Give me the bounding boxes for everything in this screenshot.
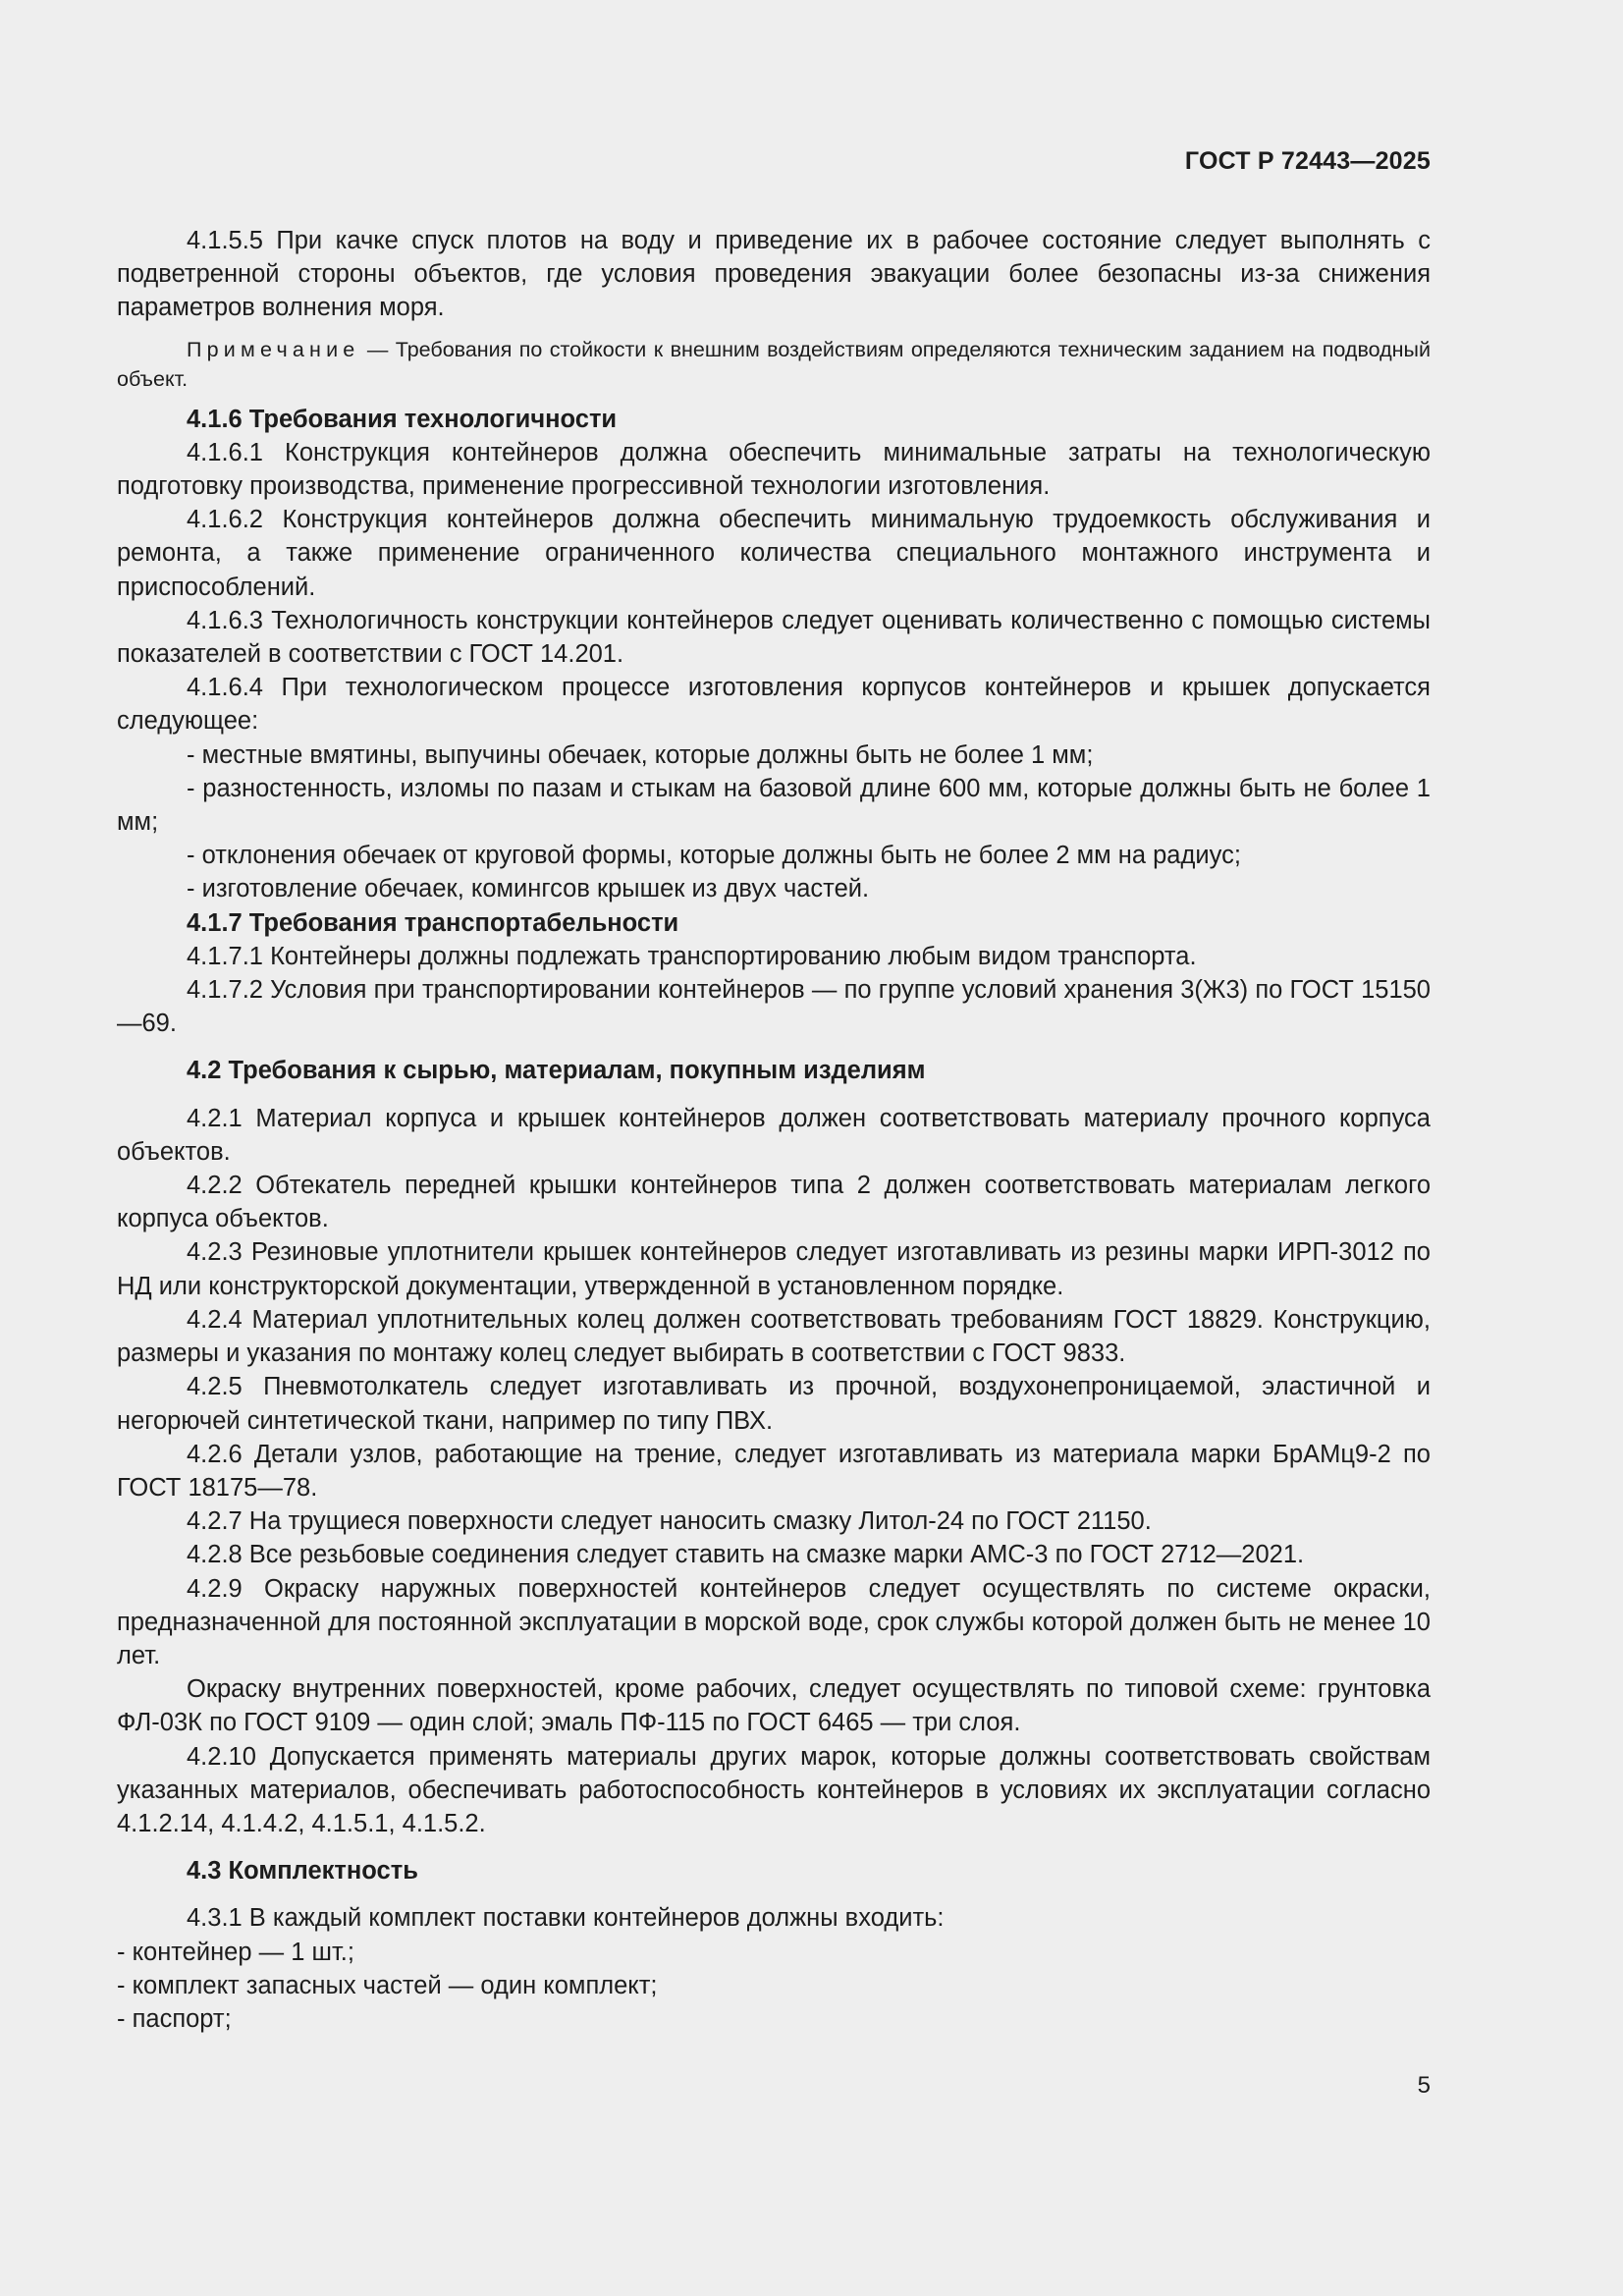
paragraph: 4.2.7 На трущиеся поверхности следует наносить смазку Литол-24 по ГОСТ 21150. <box>187 1507 1152 1536</box>
paragraph: 4.2.6 Детали узлов, работающие на трение, следует изготавливать из материала марки БрАМц9-2 по ГОСТ 18175—78. <box>117 1440 1431 1502</box>
document-body <box>117 224 1431 2036</box>
section-heading: 4.2 Требования к сырью, материалам, покупным изделиям <box>187 1057 926 1085</box>
paragraph: 4.1.6.3 Технологичность конструкции контейнеров следует оценивать количественно с помощью системы показателей в соответствии с ГОСТ 14.201. <box>117 606 1431 669</box>
paragraph: 4.3.1 В каждый комплект поставки контейнеров должны входить: <box>187 1904 945 1933</box>
paragraph: 4.2.2 Обтекатель передней крышки контейнеров типа 2 должен соответствовать материалам легкого корпуса объектов. <box>117 1172 1431 1233</box>
paragraph: 4.1.7.1 Контейнеры должны подлежать транспортированию любым видом транспорта. <box>187 942 1197 970</box>
paragraph: 4.2.10 Допускается применять материалы других марок, которые должны соответствовать свойствам указанных материалов, обеспечивать работоспособность контейнеров в условиях их эксплуатации согласно 4.1.2.14, 4.1.4.2, 4.1.5.1, 4.1.5.2. <box>117 1742 1431 1837</box>
paragraph: 4.2.8 Все резьбовые соединения следует ставить на смазке марки АМС-3 по ГОСТ 2712—2021. <box>187 1541 1305 1569</box>
paragraph: Окраску внутренних поверхностей, кроме рабочих, следует осуществлять по типовой схеме: грунтовка ФЛ-03К по ГОСТ 9109 — один слой; эмаль ПФ-115 по ГОСТ 6465 — три слоя. <box>117 1675 1431 1737</box>
note <box>117 335 1431 394</box>
list-item: - комплект запасных частей — один комплект; <box>117 1971 658 1999</box>
list-item: - разностенность, изломы по пазам и стыкам на базовой длине 600 мм, которые должны быть не более 1 мм; <box>117 774 1431 837</box>
document-id-header: ГОСТ Р 72443—2025 <box>1184 147 1431 175</box>
paragraph: 4.2.3 Резиновые уплотнители крышек контейнеров следует изготавливать из резины марки ИРП-3012 по НД или конструкторской документации, утвержденной в установленном порядке. <box>117 1238 1431 1300</box>
paragraph: 4.2.1 Материал корпуса и крышек контейнеров должен соответствовать материалу прочного корпуса объектов. <box>117 1104 1431 1166</box>
list-item: - изготовление обечаек, комингсов крышек из двух частей. <box>187 875 870 903</box>
note-text: — Требования по стойкости к внешним воздействиям определяются техническим заданием на подводный объект. <box>117 337 1431 391</box>
subsection-heading: 4.1.6 Требования технологичности <box>187 405 618 433</box>
note-label: Примечание <box>187 337 360 361</box>
paragraph: 4.2.4 Материал уплотнительных колец должен соответствовать требованиям ГОСТ 18829. Конструкцию, размеры и указания по монтажу колец следует выбирать в соответствии с ГОСТ 9833. <box>117 1305 1431 1368</box>
subsection-heading: 4.1.7 Требования транспортабельности <box>187 908 679 937</box>
paragraph: 4.1.6.4 При технологическом процессе изготовления корпусов контейнеров и крышек допускается следующее: <box>117 674 1431 736</box>
list-item: - контейнер — 1 шт.; <box>117 1938 354 1966</box>
paragraph: 4.1.7.2 Условия при транспортировании контейнеров — по группе условий хранения 3(Ж3) по ГОСТ 15150—69. <box>117 976 1431 1038</box>
page-number: 5 <box>1417 2072 1431 2099</box>
list-item: - паспорт; <box>117 2004 232 2033</box>
section-heading: 4.3 Комплектность <box>187 1857 418 1886</box>
paragraph: 4.1.6.1 Конструкция контейнеров должна обеспечить минимальные затраты на технологическую подготовку производства, применение прогрессивной технологии изготовления. <box>117 438 1431 501</box>
paragraph: 4.1.6.2 Конструкция контейнеров должна обеспечить минимальную трудоемкость обслуживания и ремонта, а также применение ограниченного количества специального монтажного инструмента и приспособлений. <box>117 506 1431 601</box>
paragraph: 4.2.9 Окраску наружных поверхностей контейнеров следует осуществлять по системе окраски, предназначенной для постоянной эксплуатации в морской воде, срок службы которой должен быть не менее 10 лет. <box>117 1574 1431 1669</box>
list-item: - местные вмятины, выпучины обечаек, которые должны быть не более 1 мм; <box>187 740 1094 769</box>
paragraph: 4.2.5 Пневмотолкатель следует изготавливать из прочной, воздухонепроницаемой, эластичной и негорючей синтетической ткани, например по типу ПВХ. <box>117 1373 1431 1435</box>
list-item: - отклонения обечаек от круговой формы, которые должны быть не более 2 мм на радиус; <box>187 842 1241 870</box>
paragraph: 4.1.5.5 При качке спуск плотов на воду и приведение их в рабочее состояние следует выполнять с подветренной стороны объектов, где условия проведения эвакуации более безопасны из-за снижения параметров волнения моря. <box>117 227 1431 322</box>
